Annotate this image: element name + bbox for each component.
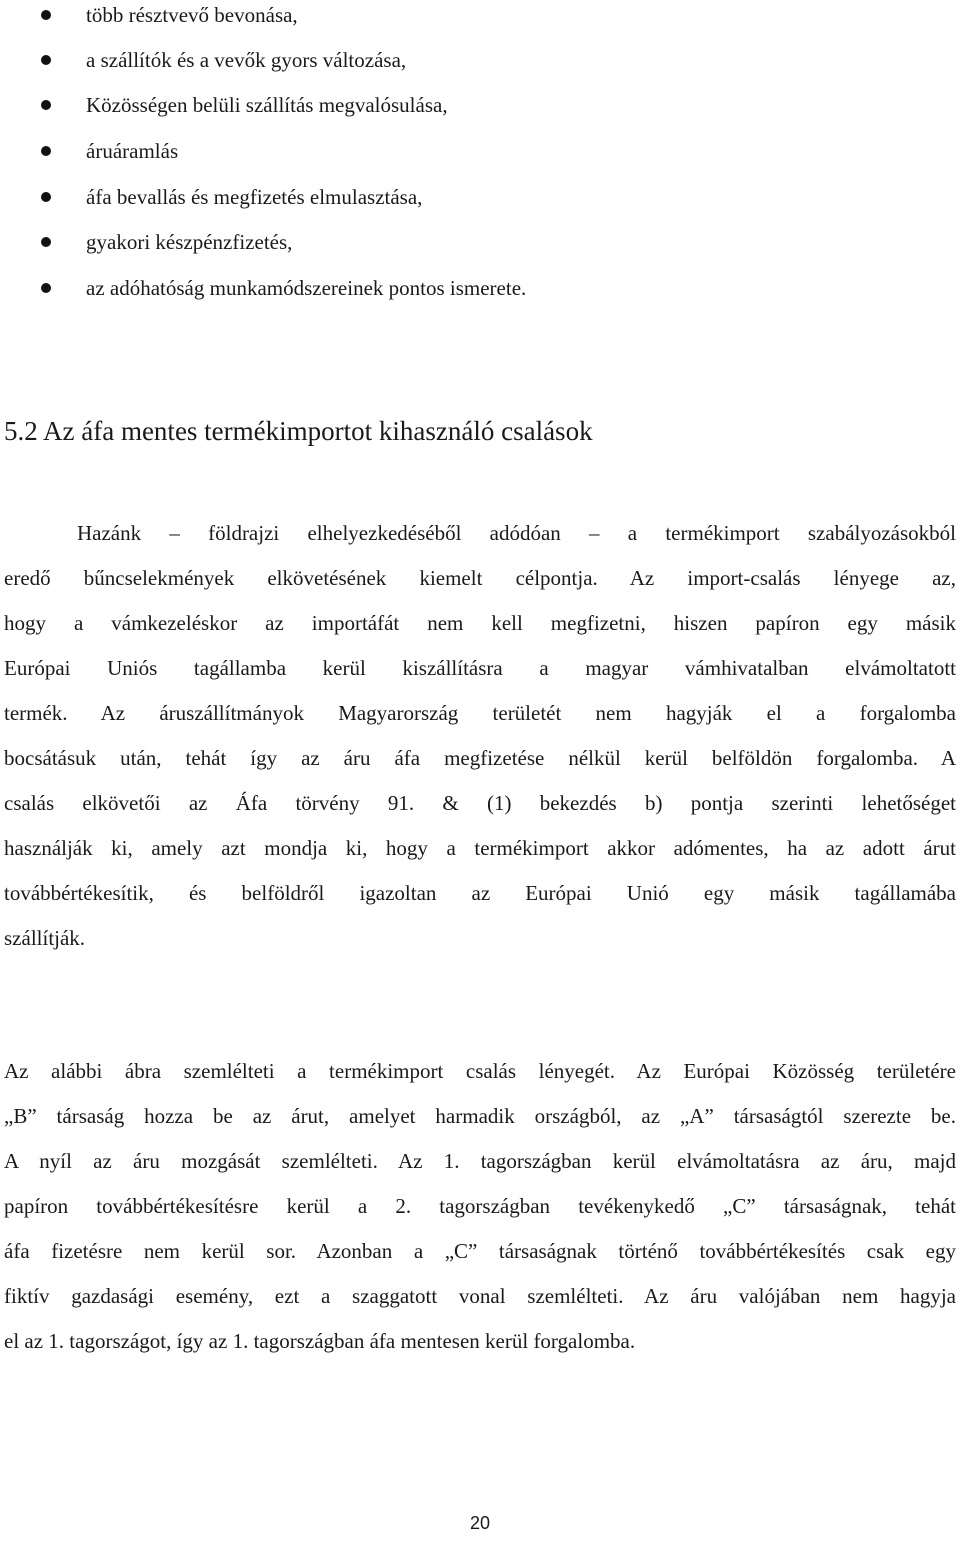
list-item	[0, 0, 900, 30]
list-item	[0, 227, 900, 257]
list-item-text: Közösségen belüli szállítás megvalósulása,	[86, 93, 448, 117]
bullet-icon	[41, 55, 51, 65]
page-number: 20	[469, 1513, 491, 1533]
list-item	[0, 136, 900, 166]
paragraph-line: használják ki, amely azt mondja ki, hogy a termékimport akkor adómentes, ha az adott árut	[4, 836, 956, 860]
paragraph-line: papíron továbbértékesítésre kerül a 2. tagországban tevékenykedő „C” társaságnak, tehát	[4, 1194, 956, 1218]
paragraph-line: csalás elkövetői az Áfa törvény 91. & (1) bekezdés b) pontja szerinti lehetőséget	[4, 791, 956, 815]
bullet-icon	[41, 283, 51, 293]
paragraph-line: bocsátásuk után, tehát így az áru áfa megfizetése nélkül kerül belföldön forgalomba. A	[4, 746, 956, 770]
list-item-text: áruáramlás	[86, 139, 179, 163]
bullet-icon	[41, 192, 51, 202]
list-item-text: a szállítók és a vevők gyors változása,	[86, 48, 407, 72]
paragraph-line: Európai Uniós tagállamba kerül kiszállításra a magyar vámhivatalban elvámoltatott	[4, 656, 956, 680]
paragraph-line: A nyíl az áru mozgását szemlélteti. Az 1. tagországban kerül elvámoltatásra az áru, majd	[4, 1149, 956, 1173]
list-item-text: több résztvevő bevonása,	[86, 3, 298, 27]
paragraph-line: Hazánk – földrajzi elhelyezkedéséből adódóan – a termékimport szabályozásokból	[77, 521, 956, 545]
list-item-text: az adóhatóság munkamódszereinek pontos ismerete.	[86, 276, 527, 300]
paragraph-line: eredő bűncselekmények elkövetésének kiemelt célpontja. Az import-csalás lényege az,	[4, 566, 956, 590]
paragraph-line: továbbértékesítik, és belföldről igazoltan az Európai Unió egy másik tagállamába	[4, 881, 956, 905]
paragraph-line: szállítják.	[4, 926, 86, 950]
paragraph-line: hogy a vámkezeléskor az importáfát nem kell megfizetni, hiszen papíron egy másik	[4, 611, 956, 635]
list-item-text: gyakori készpénzfizetés,	[86, 230, 293, 254]
paragraph-line: el az 1. tagországot, így az 1. tagországban áfa mentesen kerül forgalomba.	[4, 1329, 636, 1353]
bullet-icon	[41, 146, 51, 156]
bullet-icon	[41, 237, 51, 247]
list-item	[0, 273, 900, 303]
list-item	[0, 90, 900, 120]
list-item-text: áfa bevallás és megfizetés elmulasztása,	[86, 185, 423, 209]
paragraph-line: „B” társaság hozza be az árut, amelyet harmadik országból, az „A” társaságtól szerezte be.	[4, 1104, 956, 1128]
list-item	[0, 182, 900, 212]
paragraph-line: áfa fizetésre nem kerül sor. Azonban a „C” társaságnak történő továbbértékesítés csak egy	[4, 1239, 956, 1263]
paragraph-line: fiktív gazdasági esemény, ezt a szaggatott vonal szemlélteti. Az áru valójában nem hagyja	[4, 1284, 956, 1308]
bullet-icon	[41, 10, 51, 20]
section-heading: 5.2 Az áfa mentes termékimportot kihasználó csalások	[4, 416, 593, 446]
bullet-icon	[41, 100, 51, 110]
paragraph-line: termék. Az áruszállítmányok Magyarország területét nem hagyják el a forgalomba	[4, 701, 956, 725]
list-item	[0, 45, 900, 75]
paragraph-line: Az alábbi ábra szemlélteti a termékimport csalás lényegét. Az Európai Közösség területére	[4, 1059, 956, 1083]
